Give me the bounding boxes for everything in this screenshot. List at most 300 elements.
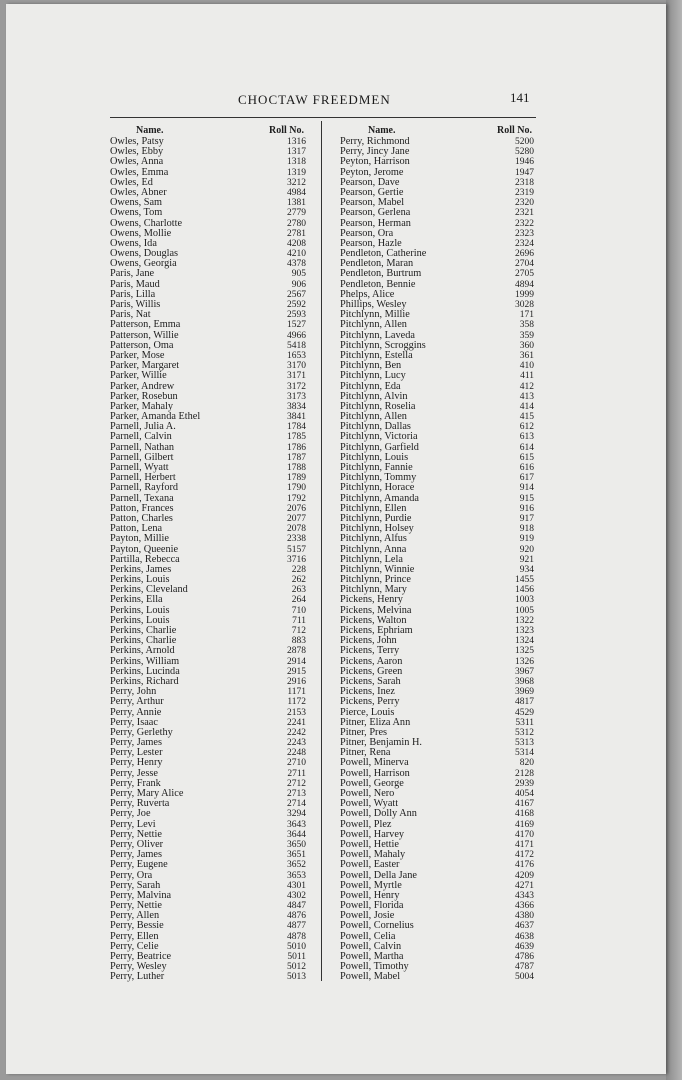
entry-name: Pickens, Perry [340, 696, 400, 708]
roll-number: 4787 [515, 962, 534, 973]
roll-number: 914 [519, 483, 534, 494]
roll-number: 1784 [287, 422, 306, 433]
roll-number: 414 [519, 401, 534, 412]
entry-name: Owens, Ida [110, 237, 157, 249]
entry-name: Pitner, Pres [340, 726, 388, 738]
entry-name: Perry, Isaac [110, 716, 158, 728]
entry-name: Owens, Tom [110, 207, 163, 219]
roll-number: 412 [519, 381, 534, 392]
roll-number: 5313 [515, 738, 534, 749]
entry-name: Parker, Mose [110, 349, 165, 361]
entry-name: Pearson, Hazle [340, 237, 402, 249]
entry-name: Parker, Andrew [110, 380, 175, 392]
entry-name: Owens, Mollie [110, 227, 172, 239]
entry-name: Perry, Celie [110, 940, 159, 952]
entry-name: Perry, Ruverta [110, 798, 170, 810]
roll-number: 1003 [515, 595, 534, 606]
roll-number: 1318 [287, 157, 306, 168]
entry-name: Pitner, Benjamin H. [340, 737, 422, 749]
roll-number: 2710 [287, 758, 306, 769]
roll-number: 4894 [515, 279, 534, 290]
roll-number: 361 [519, 350, 534, 361]
roll-number: 2704 [515, 259, 534, 270]
entry-name: Pickens, Henry [340, 594, 403, 606]
roll-number: 612 [519, 422, 534, 433]
roll-number: 5157 [287, 544, 306, 555]
scanned-page [6, 4, 666, 1074]
roll-number: 820 [519, 758, 534, 769]
entry-name: Pitchlynn, Dallas [340, 421, 411, 433]
entry-name: Powell, Florida [340, 900, 404, 912]
entry-name: Owens, Douglas [110, 248, 179, 260]
roll-number: 1455 [515, 575, 534, 586]
entry-name: Pearson, Gerlena [340, 207, 411, 219]
roll-number: 5004 [515, 972, 534, 983]
list-item [340, 534, 534, 544]
roll-number: 3967 [515, 666, 534, 677]
entry-name: Paris, Lilla [110, 288, 156, 300]
column-divider [321, 121, 322, 981]
entry-name: Perry, Mary Alice [110, 788, 184, 799]
roll-number: 1171 [287, 687, 306, 698]
entry-name: Perry, Jesse [110, 767, 158, 779]
roll-number: 3294 [287, 809, 306, 820]
entry-name: Owles, Ed [110, 176, 153, 188]
entry-name: Pickens, Inez [340, 686, 395, 698]
roll-number: 4984 [287, 187, 306, 198]
roll-number: 2916 [287, 676, 306, 687]
roll-number: 4172 [515, 850, 534, 861]
list-item [110, 208, 306, 218]
entry-name: Perry, Beatrice [110, 951, 172, 962]
entry-name: Powell, Hettie [340, 838, 399, 850]
left-column [110, 125, 306, 983]
roll-number: 1323 [515, 626, 534, 636]
roll-number: 2878 [287, 646, 306, 657]
entry-name: Pitchlynn, Estella [340, 349, 413, 361]
entry-name: Perkins, Charlie [110, 635, 177, 647]
entry-name: Pearson, Dave [340, 176, 400, 188]
roll-number: 5010 [287, 941, 306, 952]
entry-name: Pitchlynn, Garfield [340, 441, 419, 453]
entry-name: Pickens, Sarah [340, 675, 401, 687]
entry-name: Parnell, Wyatt [110, 462, 169, 473]
entry-name: Perry, Allen [110, 910, 160, 922]
roll-number: 919 [519, 534, 534, 545]
entry-name: Perry, Gerlethy [110, 726, 173, 738]
entry-name: Pitchlynn, Victoria [340, 431, 418, 443]
roll-number: 4208 [287, 238, 306, 249]
roll-number: 3212 [287, 177, 306, 188]
entry-name: Perkins, Richard [110, 675, 179, 687]
entry-name: Owles, Patsy [110, 136, 164, 147]
roll-number: 4343 [515, 890, 534, 901]
entry-list [340, 137, 534, 983]
entry-name: Pendleton, Bennie [340, 278, 416, 290]
entry-name: Pitchlynn, Ben [340, 360, 402, 372]
entry-name: Owens, Georgia [110, 258, 177, 270]
entry-name: Powell, Celia [340, 930, 396, 942]
entry-name: Paris, Jane [110, 268, 155, 280]
entry-name: Pitner, Eliza Ann [340, 716, 411, 728]
entry-name: Pickens, Aaron [340, 655, 403, 667]
entry-name: Powell, Timothy [340, 961, 409, 973]
entry-name: Parnell, Calvin [110, 431, 172, 443]
roll-number: 1172 [287, 697, 306, 708]
entry-name: Pearson, Gertie [340, 186, 404, 198]
roll-number: 4878 [287, 931, 306, 942]
roll-number: 413 [519, 391, 534, 402]
entry-name: Pickens, Melvina [340, 604, 412, 616]
entry-name: Powell, Wyatt [340, 798, 399, 810]
roll-number: 5012 [287, 962, 306, 973]
roll-number: 5311 [515, 717, 534, 728]
roll-number: 2915 [287, 666, 306, 677]
roll-number: 3653 [287, 870, 306, 881]
entry-name: Pitchlynn, Millie [340, 309, 410, 321]
entry-name: Powell, Mabel [340, 971, 401, 983]
entry-name: Perkins, Cleveland [110, 584, 188, 596]
roll-number: 3716 [287, 554, 306, 565]
entry-name: Pitchlynn, Louis [340, 451, 409, 463]
roll-number: 4167 [515, 799, 534, 810]
entry-name: Payton, Queenie [110, 543, 179, 555]
roll-number: 2713 [287, 789, 306, 799]
entry-name: Perry, Henry [110, 757, 163, 769]
roll-number: 4637 [515, 921, 534, 932]
roll-number: 1947 [515, 167, 534, 178]
entry-name: Pitchlynn, Lucy [340, 370, 406, 382]
entry-name: Perry, Nettie [110, 828, 162, 840]
roll-number: 1653 [287, 350, 306, 361]
roll-number: 4638 [515, 931, 534, 942]
roll-number: 4169 [515, 819, 534, 830]
entry-name: Perkins, James [110, 563, 172, 575]
roll-number: 4966 [287, 330, 306, 341]
roll-number: 2248 [287, 748, 306, 759]
entry-name: Perry, Nettie [110, 900, 162, 912]
entry-name: Parker, Rosebun [110, 390, 178, 402]
page-edge [666, 0, 682, 1080]
entry-name: Pitchlynn, Holsey [340, 523, 414, 535]
roll-number: 4271 [515, 880, 534, 891]
entry-name: Pitchlynn, Alfus [340, 533, 407, 545]
roll-number: 1789 [287, 473, 306, 484]
entry-name: Patton, Lena [110, 523, 163, 535]
entry-name: Pitchlynn, Tommy [340, 472, 417, 484]
entry-name: Perry, John [110, 686, 157, 698]
entry-name: Parnell, Gilbert [110, 451, 174, 463]
entry-name: Pitchlynn, Prince [340, 574, 411, 586]
roll-number: 4210 [287, 249, 306, 260]
entry-name: Perry, Ellen [110, 930, 159, 942]
roll-number: 1456 [515, 585, 534, 596]
entry-name: Pickens, Ephriam [340, 625, 413, 636]
list-item [340, 860, 534, 870]
entry-name: Powell, Calvin [340, 940, 402, 952]
roll-number: 1322 [515, 615, 534, 626]
entry-name: Parker, Amanda Ethel [110, 411, 201, 423]
entry-name: Pitchlynn, Amanda [340, 492, 419, 504]
entry-name: Perry, Bessie [110, 920, 164, 932]
roll-number: 1324 [515, 636, 534, 647]
roll-number: 3651 [287, 850, 306, 861]
entry-name: Pitchlynn, Anna [340, 543, 407, 555]
entry-name: Perry, Lester [110, 747, 163, 759]
entry-name: Pierce, Louis [340, 706, 395, 718]
entry-name: Powell, Henry [340, 889, 400, 901]
roll-number: 2567 [287, 289, 306, 300]
roll-number: 262 [291, 575, 306, 586]
roll-number: 4302 [287, 890, 306, 901]
entry-name: Owles, Abner [110, 186, 167, 198]
entry-name: Parnell, Texana [110, 492, 174, 504]
roll-number: 918 [519, 524, 534, 535]
roll-number: 616 [519, 463, 534, 473]
roll-number: 5280 [515, 147, 534, 158]
entry-name: Patterson, Emma [110, 319, 181, 331]
entry-name: Powell, Josie [340, 910, 395, 922]
roll-number: 4209 [515, 870, 534, 881]
entry-name: Perry, Richmond [340, 136, 410, 147]
roll-number: 415 [519, 412, 534, 423]
entry-name: Owles, Ebby [110, 146, 164, 158]
list-item [340, 208, 534, 218]
entry-name: Partilla, Rebecca [110, 553, 180, 565]
roll-number: 4176 [515, 860, 534, 871]
roll-number: 921 [519, 554, 534, 565]
entry-name: Pitchlynn, Mary [340, 584, 407, 596]
roll-number: 5418 [287, 340, 306, 351]
entry-name: Payton, Millie [110, 533, 169, 545]
list-item [340, 371, 534, 381]
roll-number: 2593 [287, 310, 306, 321]
header-rule [110, 117, 536, 118]
roll-number: 2914 [287, 656, 306, 667]
roll-number: 358 [519, 320, 534, 331]
roll-number: 264 [291, 595, 306, 606]
roll-number-header: Roll No. [269, 125, 304, 136]
roll-number: 2324 [515, 238, 534, 249]
roll-number: 711 [292, 615, 306, 626]
entry-name: Pitchlynn, Roselia [340, 400, 416, 412]
entry-name: Pickens, John [340, 635, 397, 647]
entry-name: Powell, Minerva [340, 757, 409, 769]
roll-number: 4168 [515, 809, 534, 820]
roll-number: 4380 [515, 911, 534, 922]
entry-name: Patton, Charles [110, 512, 173, 524]
entry-name: Perkins, Louis [110, 614, 170, 626]
entry-name: Powell, Harvey [340, 828, 405, 840]
entry-name: Perry, Joe [110, 808, 151, 820]
roll-number: 1946 [515, 157, 534, 168]
roll-number: 5200 [515, 137, 534, 147]
entry-name: Pickens, Terry [340, 645, 400, 657]
roll-number: 613 [519, 432, 534, 443]
roll-number: 4529 [515, 707, 534, 718]
roll-number: 4054 [515, 789, 534, 799]
entry-name: Pitchlynn, Allen [340, 319, 407, 331]
roll-number: 5314 [515, 748, 534, 759]
entry-name: Pitchlynn, Horace [340, 482, 415, 494]
roll-number: 1326 [515, 656, 534, 667]
roll-number: 615 [519, 452, 534, 463]
list-item [110, 697, 306, 707]
entry-name: Pitchlynn, Fannie [340, 462, 413, 473]
roll-number: 4877 [287, 921, 306, 932]
entry-name: Parker, Willie [110, 370, 167, 382]
roll-number: 3170 [287, 361, 306, 372]
roll-number: 2318 [515, 177, 534, 188]
roll-number: 1381 [287, 198, 306, 209]
list-item [110, 860, 306, 870]
name-header: Name. [136, 125, 164, 136]
roll-number: 3969 [515, 687, 534, 698]
entry-name: Phillips, Wesley [340, 299, 407, 310]
entry-name: Powell, Harrison [340, 767, 410, 779]
roll-number: 1317 [287, 147, 306, 158]
entry-name: Parker, Mahaly [110, 400, 174, 412]
roll-number: 1527 [287, 320, 306, 331]
roll-number: 2712 [287, 778, 306, 789]
entry-name: Perkins, Arnold [110, 645, 175, 657]
roll-number: 2319 [515, 187, 534, 198]
list-item [110, 534, 306, 544]
entry-name: Pearson, Herman [340, 217, 411, 229]
entry-name: Perkins, Louis [110, 604, 170, 616]
roll-number: 3841 [287, 412, 306, 423]
name-header: Name. [368, 125, 396, 136]
entry-name: Perry, Wesley [110, 961, 167, 973]
entry-name: Patton, Frances [110, 502, 174, 514]
roll-number: 2153 [287, 707, 306, 718]
entry-name: Parker, Margaret [110, 360, 180, 372]
roll-number: 1316 [287, 137, 306, 147]
entry-name: Patterson, Oma [110, 339, 174, 351]
roll-number: 4378 [287, 259, 306, 270]
roll-number: 2128 [515, 768, 534, 779]
roll-number: 2078 [287, 524, 306, 535]
entry-name: Parnell, Rayford [110, 482, 179, 494]
roll-number: 1785 [287, 432, 306, 443]
entry-name: Perkins, Lucinda [110, 665, 180, 677]
roll-number: 3652 [287, 860, 306, 871]
entry-name: Perry, Frank [110, 777, 161, 789]
entry-name: Powell, Nero [340, 788, 395, 799]
entry-name: Perry, Eugene [110, 859, 168, 871]
roll-number: 906 [291, 279, 306, 290]
entry-name: Owens, Sam [110, 197, 163, 209]
roll-number: 4639 [515, 941, 534, 952]
list-item [340, 697, 534, 707]
roll-number: 360 [519, 340, 534, 351]
entry-name: Perry, Arthur [110, 696, 164, 708]
roll-number: 4876 [287, 911, 306, 922]
roll-number: 920 [519, 544, 534, 555]
entry-name: Pitchlynn, Allen [340, 411, 407, 423]
roll-number: 3650 [287, 839, 306, 850]
roll-number: 2241 [287, 717, 306, 728]
roll-number: 5312 [515, 727, 534, 738]
entry-name: Pendleton, Catherine [340, 248, 427, 260]
entry-name: Perry, Sarah [110, 879, 161, 891]
roll-number: 4847 [287, 901, 306, 912]
entry-name: Perry, James [110, 737, 162, 749]
roll-number: 359 [519, 330, 534, 341]
roll-number: 2243 [287, 738, 306, 749]
list-item [110, 371, 306, 381]
roll-number: 2781 [287, 228, 306, 239]
roll-number: 934 [519, 564, 534, 575]
entry-name: Pitchlynn, Purdie [340, 512, 412, 524]
roll-number: 3644 [287, 829, 306, 840]
roll-number: 2939 [515, 778, 534, 789]
entry-name: Paris, Nat [110, 309, 151, 321]
entry-name: Perkins, William [110, 655, 180, 667]
entry-name: Perry, Malvina [110, 889, 172, 901]
entry-name: Parnell, Julia A. [110, 421, 176, 433]
entry-name: Powell, Myrtle [340, 879, 402, 891]
roll-number: 614 [519, 442, 534, 453]
entry-name: Owles, Emma [110, 166, 169, 178]
entry-name: Perry, Jincy Jane [340, 146, 410, 158]
roll-number: 712 [291, 626, 306, 636]
entry-name: Powell, Mahaly [340, 849, 406, 861]
roll-number: 2338 [287, 534, 306, 545]
roll-number: 4786 [515, 952, 534, 962]
entry-name: Powell, Dolly Ann [340, 808, 417, 820]
entry-name: Perkins, Charlie [110, 625, 177, 636]
roll-number: 3834 [287, 401, 306, 412]
entry-name: Phelps, Alice [340, 288, 395, 300]
roll-number: 228 [291, 564, 306, 575]
entry-name: Perry, Luther [110, 971, 165, 983]
roll-number: 916 [519, 503, 534, 514]
entry-name: Perry, Levi [110, 818, 156, 830]
page-number: 141 [510, 90, 530, 105]
roll-number: 2077 [287, 513, 306, 524]
roll-number: 1790 [287, 483, 306, 494]
entry-name: Pendleton, Burtrum [340, 268, 422, 280]
roll-number: 1786 [287, 442, 306, 453]
roll-number: 1788 [287, 463, 306, 473]
roll-number: 617 [519, 473, 534, 484]
entry-name: Pickens, Green [340, 665, 403, 677]
entry-name: Pickens, Walton [340, 614, 407, 626]
roll-number: 2592 [287, 300, 306, 310]
roll-number: 2242 [287, 727, 306, 738]
roll-number: 2321 [515, 208, 534, 219]
entry-name: Powell, Cornelius [340, 920, 414, 932]
entry-name: Pendleton, Maran [340, 258, 414, 270]
entry-name: Perkins, Louis [110, 574, 170, 586]
roll-number: 3028 [515, 300, 534, 310]
roll-number: 1325 [515, 646, 534, 657]
roll-number: 411 [520, 371, 534, 382]
roll-number: 4170 [515, 829, 534, 840]
page-title: CHOCTAW FREEDMEN [238, 92, 391, 107]
entry-list [110, 137, 306, 983]
entry-name: Powell, George [340, 777, 404, 789]
roll-number: 1999 [515, 289, 534, 300]
roll-number: 1787 [287, 452, 306, 463]
roll-number: 5011 [287, 952, 306, 962]
entry-name: Paris, Willis [110, 299, 161, 310]
entry-name: Peyton, Harrison [340, 156, 410, 168]
roll-number: 3643 [287, 819, 306, 830]
list-item [340, 972, 534, 982]
roll-number: 4366 [515, 901, 534, 912]
